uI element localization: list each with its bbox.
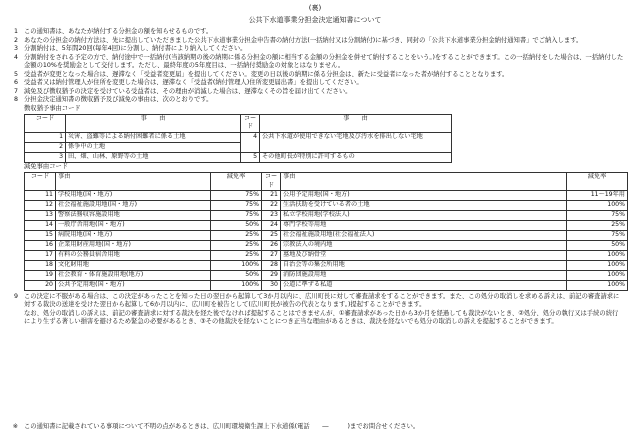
- item-number: 6: [13, 79, 18, 86]
- table-cell: 14: [25, 220, 56, 230]
- table-cell: 27: [262, 250, 281, 260]
- table-cell: 29: [262, 270, 281, 280]
- table-cell: 16: [25, 240, 56, 250]
- note-text: この通知書に記載されている事項について不明の点があるときは、広川町環境衛生課上下水道係(電話 ― )までお問合せください。: [24, 423, 420, 430]
- table-cell: 50%: [211, 220, 262, 230]
- table-cell: 30: [262, 280, 281, 290]
- item-number: 4: [13, 53, 18, 61]
- table-cell: 75%: [211, 210, 262, 220]
- column-header: 事由: [281, 173, 567, 191]
- table-cell: 係争中の土地: [66, 142, 241, 152]
- item-text: 減免及び徴収猶予の決定を受けている受益者は、その理由が消滅した場合は、遅滞なくその旨を届け出てください。: [24, 87, 352, 95]
- table-cell: 公共予定用地(国・地方): [56, 280, 211, 290]
- table-cell: 20: [25, 280, 56, 290]
- item-text: 分割納付をされる予定の方で、納付途中で一括納付(当該納期の後の納期に係る分担金の額に相当する金額の分担金を併せて納付することをいう。)をすることができます。この一括納付をした場合は、一括納付した金額の10%を奨励金として交付します。ただし、最終年度の5年度目は、一括納付奨励金の対象とはなりません。: [24, 53, 624, 69]
- table-cell: 23: [262, 210, 281, 220]
- list-item: [6, 88, 624, 97]
- table-cell: 公道に準ずる私道: [281, 280, 567, 290]
- table-row: [25, 200, 628, 210]
- table-cell: 消防団施設用地: [281, 270, 567, 280]
- item-text: なお、処分の取消しの訴えは、前記の審査請求に対する裁決を経た後でなければ提起することはできませんが、①審査請求があった日から3か月を経過しても裁決がないとき、②処分、処分の執行又は手続の続行により生ずる著しい損害を避けるため緊急の必要があるとき、③その他裁決を経ないことにつき正当な理由があるときは、裁決を経ないでも処分の取消しの訴えを提起することができます。: [24, 309, 619, 326]
- appeal-section-2: [6, 310, 624, 327]
- list-item: [6, 79, 624, 88]
- item-number: 9: [13, 292, 18, 300]
- table-cell: 2: [25, 142, 66, 152]
- table-cell: 75%: [211, 200, 262, 210]
- table-cell: 私立学校用地(学校法人): [281, 210, 567, 220]
- table-row: [25, 132, 452, 142]
- table-header-row: [25, 173, 628, 191]
- table-cell: 75%: [567, 210, 628, 220]
- reduce-table: [24, 172, 628, 291]
- table-cell: 災害、盗難等による納付困難者に係る土地: [66, 132, 241, 142]
- appeal-section: [6, 293, 624, 310]
- table-row: [25, 260, 628, 270]
- list-item: [6, 96, 624, 105]
- table-cell: 100%: [567, 200, 628, 210]
- item-number: 5: [13, 70, 18, 78]
- table-cell: 3: [25, 152, 66, 162]
- table-cell: 25%: [211, 240, 262, 250]
- table-cell: 19: [25, 270, 56, 280]
- notice-items: [6, 28, 624, 327]
- item-text: 分担金決定通知書の徴収猶予及び減免の事由は、次のとおりです。: [24, 96, 213, 103]
- table-cell: 100%: [211, 280, 262, 290]
- table-row: [25, 230, 628, 240]
- page-title: 公共下水道事業分担金決定通知書について: [248, 16, 382, 24]
- column-header: 減免率: [211, 173, 262, 191]
- table-cell: 社会福祉施設用地(国・地方): [56, 200, 211, 210]
- table-cell: 学校用地(国・地方): [56, 190, 211, 200]
- item-number: 3: [13, 45, 18, 52]
- table-cell: 社会福祉施設用地(社会福祉法人): [281, 230, 567, 240]
- defer-table: [24, 114, 452, 163]
- table-cell: 4: [241, 132, 260, 152]
- table-cell: 25: [262, 230, 281, 240]
- item-number: 1: [13, 28, 18, 35]
- item-text: あなたの分担金の納付方法は、先に提出していただきました公共下水道事業分担金申告書の納付方法(一括納付又は分割納付)に基づき、同封の「公共下水道事業分担金納付通知書」でご納入します。: [24, 36, 583, 44]
- list-item: [6, 45, 624, 54]
- table-cell: 1: [25, 132, 66, 142]
- table-cell: 50%: [211, 270, 262, 280]
- table-cell: 18: [25, 260, 56, 270]
- table-cell: 墓地及び納骨堂: [281, 250, 567, 260]
- table-cell: 100%: [211, 260, 262, 270]
- table-cell: 25%: [567, 220, 628, 230]
- table-cell: 100%: [567, 270, 628, 280]
- table-cell: 17: [25, 250, 56, 260]
- table-cell: 11〜19年用: [567, 190, 628, 200]
- table-cell: 11: [25, 190, 56, 200]
- item-text: 受益者が変更となった場合は、遅滞なく「受益者変更届」を提出してください。変更の日以後の納期に係る分担金は、新たに受益者になった者が納付することとなります。: [24, 70, 509, 78]
- table-cell: 75%: [211, 190, 262, 200]
- table-cell: 12: [25, 200, 56, 210]
- table-cell: 文化財用地: [56, 260, 211, 270]
- table-cell: 100%: [567, 280, 628, 290]
- list-item: [6, 54, 624, 71]
- column-header: コード: [25, 173, 56, 191]
- table-row: [25, 210, 628, 220]
- table-cell: 病院用地(国・地方): [56, 230, 211, 240]
- table-row: [25, 280, 628, 290]
- item-number: 2: [13, 36, 18, 44]
- column-header: コード: [241, 115, 260, 133]
- table-cell: 社会教育・体育施設用地(地方): [56, 270, 211, 280]
- table-cell: 15: [25, 230, 56, 240]
- item-text: この決定に不服がある場合は、この決定があったことを知った日の翌日から起算して3か月以内に、広川町長に対して審査請求をすることができます。また、この処分の取消しを求める訴えは、前記の審査請求に対する裁決の送達を受けた翌日から起算して6か月以内に、広川町を被告として(広川町長が被告の代表となります。)提起することができます。: [24, 292, 620, 309]
- table-cell: 25%: [211, 250, 262, 260]
- list-item: [6, 71, 624, 80]
- table-cell: 生活扶助を受けている者の土地: [281, 200, 567, 210]
- item-text: 分割納付は、5年間20回(毎年4回)に分割し、納付書により納入してください。: [24, 45, 247, 52]
- list-item: [6, 28, 624, 37]
- table-cell: 有料の公務員宿舎用地: [56, 250, 211, 260]
- table-cell: 50%: [567, 240, 628, 250]
- column-header: 事 由: [66, 115, 241, 133]
- column-header: 事 由: [260, 115, 452, 133]
- table-cell: その他町長が特別に許可するもの: [260, 152, 452, 162]
- table-cell: 5: [241, 152, 260, 162]
- column-header: コード: [262, 173, 281, 191]
- contact-note: [6, 423, 624, 432]
- table-row: [25, 190, 628, 200]
- table-cell: 22: [262, 200, 281, 210]
- table-cell: 13: [25, 210, 56, 220]
- table-row: [25, 270, 628, 280]
- table-row: [25, 250, 628, 260]
- table-cell: 警察法務収容施設用地: [56, 210, 211, 220]
- item-text: この通知書は、あなたが納付する分担金の額を知らせるものです。: [24, 28, 213, 35]
- table-cell: 専門学校等用地: [281, 220, 567, 230]
- defer-table-caption: 徴収猶予事由コード: [24, 104, 81, 112]
- table-cell: 公共下水道が使用できない宅地及び汚水を排出しない宅地: [260, 132, 452, 152]
- table-cell: 24: [262, 220, 281, 230]
- item-number: 7: [13, 87, 18, 95]
- table-cell: 一般庁舎用地(国・地方): [56, 220, 211, 230]
- note-mark: ※: [12, 423, 18, 430]
- column-header: 事由: [56, 173, 211, 191]
- list-item: [6, 37, 624, 46]
- table-cell: 25%: [211, 230, 262, 240]
- table-cell: 自治会等の集会所用地: [281, 260, 567, 270]
- item-number: 8: [13, 96, 18, 103]
- table-row: [25, 220, 628, 230]
- table-cell: 75%: [567, 230, 628, 240]
- table-cell: 26: [262, 240, 281, 250]
- table-cell: 28: [262, 260, 281, 270]
- table-cell: 公用予定用地(国・地方): [281, 190, 567, 200]
- reduce-table-caption: 減免事由コード: [24, 162, 69, 170]
- table-cell: 100%: [567, 250, 628, 260]
- table-cell: 田、畑、山林、原野等の土地: [66, 152, 241, 162]
- table-cell: 宗教法人の境内地: [281, 240, 567, 250]
- table-cell: 21: [262, 190, 281, 200]
- reverse-side-label: (裏): [308, 4, 322, 12]
- table-cell: 企業用財産用地(国・地方): [56, 240, 211, 250]
- table-cell: 100%: [567, 260, 628, 270]
- table-row: [25, 152, 452, 162]
- column-header: 減免率: [567, 173, 628, 191]
- item-text: 受益者又は納付管理人が住所を変更した場合は、遅滞なく「受益者(納付管理人)住所変更届出書」を提出してください。: [24, 79, 363, 86]
- column-header: コード: [25, 115, 66, 133]
- table-header-row: [25, 115, 452, 133]
- table-row: [25, 240, 628, 250]
